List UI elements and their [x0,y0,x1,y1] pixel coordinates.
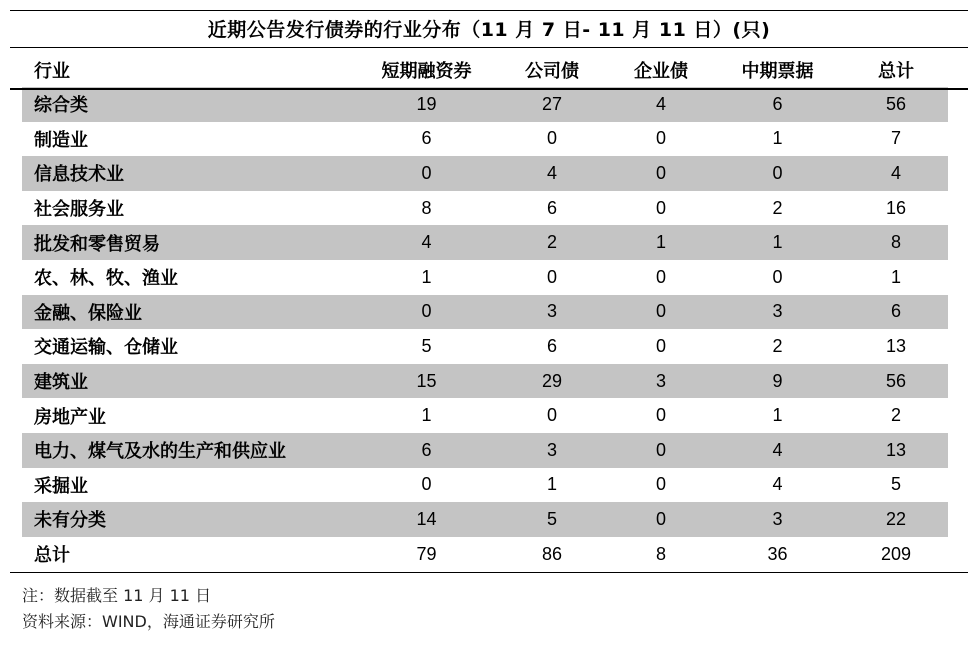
value-cell: 36 [767,543,788,564]
header-bottom-rule [10,88,968,90]
industry-cell: 制造业 [34,129,88,151]
value-cell: 0 [611,502,711,537]
value-cell: 7 [890,128,901,149]
value-cell: 4 [844,156,948,191]
industry-cell: 批发和零售贸易 [22,225,360,260]
value-cell: 27 [493,87,611,122]
table-row [22,225,948,260]
value-cell: 1 [772,128,783,149]
value-cell: 1 [890,266,901,287]
industry-cell: 总计 [34,545,70,567]
value-cell: 6 [711,87,844,122]
value-cell: 6 [421,128,432,149]
value-cell: 4 [360,225,493,260]
value-cell: 0 [421,474,432,495]
table-row [22,468,948,503]
value-cell: 8 [655,543,666,564]
value-cell: 4 [772,474,783,495]
value-cell: 22 [844,502,948,537]
industry-cell: 未有分类 [22,502,360,537]
value-cell: 8 [844,225,948,260]
column-header-enterprise-bond: 企业债 [634,60,688,82]
industry-cell: 综合类 [22,87,360,122]
value-cell: 4 [493,156,611,191]
table-row [22,260,948,295]
value-cell: 1 [772,405,783,426]
table-row [22,87,948,122]
value-cell: 9 [711,364,844,399]
industry-cell: 房地产业 [34,406,106,428]
industry-cell: 交通运输、仓储业 [34,337,178,359]
value-cell: 1 [421,266,432,287]
value-cell: 0 [360,295,493,330]
table-row [22,191,948,226]
value-cell: 13 [844,433,948,468]
table-row [22,295,948,330]
value-cell: 8 [421,197,432,218]
industry-cell: 农、林、牧、渔业 [34,268,178,290]
value-cell: 79 [416,543,437,564]
table-body [22,87,948,571]
value-cell: 2 [772,197,783,218]
footnotes [22,583,275,635]
data-cutoff-note: 注：数据截至 11 月 11 日 [22,586,212,605]
table-row [22,364,948,399]
industry-cell: 建筑业 [22,364,360,399]
value-cell: 4 [711,433,844,468]
table-bottom-rule [10,572,968,573]
value-cell: 0 [611,295,711,330]
value-cell: 3 [493,295,611,330]
column-header-short-term-financing: 短期融资券 [381,60,472,82]
value-cell: 1 [611,225,711,260]
value-cell: 6 [844,295,948,330]
industry-bond-table [22,52,948,571]
column-header-corporate-bond: 公司债 [525,60,579,82]
source-note: 资料来源：WIND，海通证券研究所 [22,612,275,631]
value-cell: 1 [546,474,557,495]
value-cell: 2 [493,225,611,260]
value-cell: 5 [421,335,432,356]
value-cell: 5 [493,502,611,537]
value-cell: 0 [360,156,493,191]
value-cell: 0 [546,405,557,426]
value-cell: 0 [655,405,666,426]
table-row [22,502,948,537]
value-cell: 56 [844,364,948,399]
table-row [22,537,948,572]
value-cell: 6 [546,197,557,218]
value-cell: 3 [711,502,844,537]
header-row [22,52,948,87]
table-row [22,433,948,468]
industry-cell: 社会服务业 [34,199,124,221]
value-cell: 0 [711,156,844,191]
value-cell: 0 [655,266,666,287]
value-cell: 1 [711,225,844,260]
value-cell: 29 [493,364,611,399]
value-cell: 0 [611,156,711,191]
value-cell: 19 [360,87,493,122]
table-row [22,122,948,157]
value-cell: 3 [711,295,844,330]
value-cell: 0 [655,128,666,149]
value-cell: 14 [360,502,493,537]
column-header-industry: 行业 [34,60,70,82]
value-cell: 3 [493,433,611,468]
value-cell: 0 [772,266,783,287]
value-cell: 2 [890,405,901,426]
value-cell: 0 [655,197,666,218]
industry-cell: 电力、煤气及水的生产和供应业 [22,433,360,468]
industry-cell: 金融、保险业 [22,295,360,330]
value-cell: 209 [880,543,912,564]
value-cell: 13 [885,335,907,356]
industry-cell: 信息技术业 [22,156,360,191]
table-row [22,398,948,433]
value-cell: 0 [546,128,557,149]
value-cell: 4 [611,87,711,122]
value-cell: 0 [655,474,666,495]
table-row [22,329,948,364]
value-cell: 16 [885,197,907,218]
title-bottom-rule [10,47,968,48]
industry-cell: 采掘业 [34,475,88,497]
table-row [22,156,948,191]
value-cell: 15 [360,364,493,399]
table-title: 近期公告发行债券的行业分布（11 月 7 日- 11 月 11 日）(只) [207,19,771,41]
value-cell: 0 [611,433,711,468]
value-cell: 3 [611,364,711,399]
table-top-rule [10,10,968,11]
column-header-total: 总计 [878,60,914,82]
value-cell: 5 [890,474,901,495]
value-cell: 6 [546,335,557,356]
value-cell: 86 [541,543,563,564]
value-cell: 56 [844,87,948,122]
value-cell: 2 [772,335,783,356]
value-cell: 1 [421,405,432,426]
value-cell: 0 [655,335,666,356]
value-cell: 6 [360,433,493,468]
column-header-medium-term-note: 中期票据 [741,60,814,82]
value-cell: 0 [546,266,557,287]
